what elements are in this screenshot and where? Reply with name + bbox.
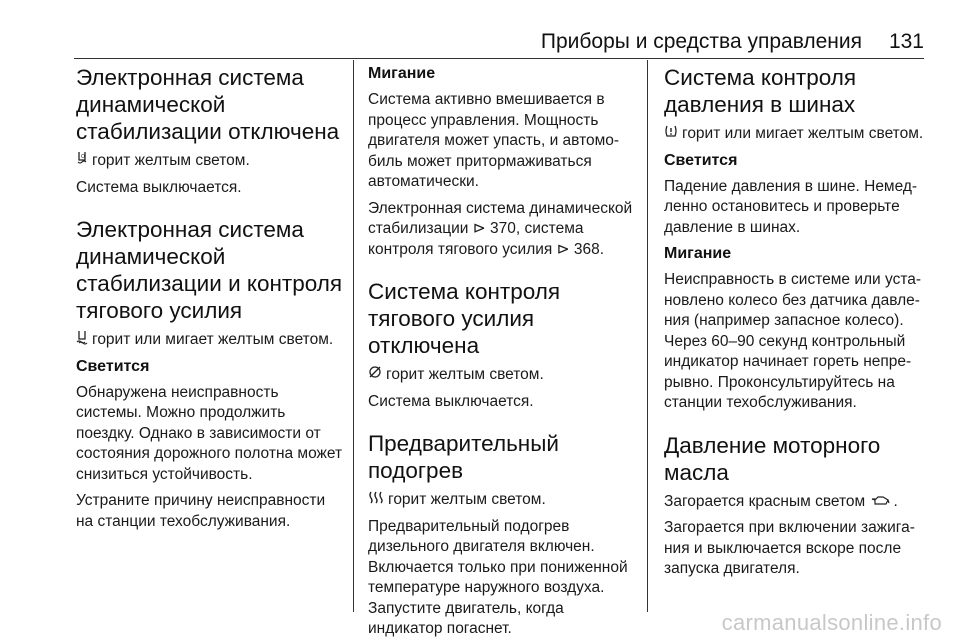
indicator-text: горит желтым светом. [92, 152, 250, 169]
subheading-lit: Светится [76, 357, 150, 375]
section-title: Электронная система динамической стабилизации и контроля тягового усилия [76, 217, 343, 323]
oil-can-icon [870, 491, 890, 512]
paragraph [664, 123, 926, 145]
section-title: Давление моторного масла [664, 432, 881, 485]
paragraph-text: Загорается красным светом [664, 492, 866, 510]
header-title: Приборы и средства управления [540, 30, 862, 53]
subheading-blink: Мигание [664, 245, 732, 262]
section-title: Предварительный подогрев [368, 431, 559, 483]
paragraph: Падение давления в шине. Немедленно остановитесь и проверьте давление в шинах. [664, 177, 918, 236]
paragraph: Система выключается. [368, 392, 534, 410]
indicator-text: горит желтым светом. [386, 366, 544, 383]
page-header [0, 0, 960, 56]
tire-pressure-icon [664, 123, 678, 144]
paragraph [76, 150, 346, 172]
column-divider [353, 60, 354, 612]
glow-plug-icon [368, 489, 384, 510]
subheading-blink: Мигание [368, 65, 436, 82]
paragraph: Предварительный подогрев дизельного двигателя включен. Включается только при пониженной температуре наружного воздуха. Запустите двигатель, когда индикатор погаснет. [368, 517, 628, 637]
indicator-text: горит или мигает желтым светом. [92, 331, 334, 348]
column-1 [76, 64, 346, 612]
paragraph: Система выключается. [76, 178, 242, 196]
tc-off-icon [368, 364, 382, 385]
paragraph: Обнаружена неисправность системы. Можно продолжить поездку. Однако в зависимости от состояния дорожного полотна может снизиться устойчивость. [76, 383, 343, 483]
section-title: Система контроля давления в шинах [664, 65, 857, 117]
subheading-lit: Светится [664, 151, 738, 169]
paragraph: Устраните причину неисправности на станции техобслуживания. [76, 492, 326, 530]
indicator-text: горит желтым светом. [388, 491, 546, 508]
svg-text:O: O [81, 154, 85, 160]
paragraph-text: . [893, 492, 898, 510]
column-2 [368, 64, 636, 637]
paragraph: Электронная система динамической стабилизации ⊳ 370, система контроля тягового усилия ⊳ 368. [368, 199, 633, 258]
indicator-text: горит или мигает желтым светом. [682, 125, 924, 142]
section-title: Система контроля тягового усилия отключена [368, 279, 561, 358]
page-number: 131 [888, 30, 924, 53]
column-3 [664, 64, 926, 612]
paragraph: Система активно вмешивается в процесс управления. Мощность двигателя может упасть, и автомобиль может притормаживаться автоматически. [368, 91, 620, 190]
column-divider [647, 60, 648, 612]
paragraph: Загорается при включении зажигания и выключается вскоре после запуска двигателя. [664, 519, 915, 577]
watermark: carmanualsonline.info [721, 610, 942, 635]
paragraph [76, 329, 346, 351]
esc-off-icon [76, 150, 88, 171]
paragraph [664, 491, 926, 513]
paragraph [368, 364, 636, 386]
header-rule [74, 58, 924, 59]
section-title: Электронная система динамической стабилизации отключена [76, 65, 340, 144]
paragraph: Неисправность в системе или установлено колесо без датчика давления (например запасное колесо). Через 60–90 секунд контрольный индикатор начинает гореть непрерывно. Проконсультируйтесь на станции техобслуживания. [664, 271, 922, 411]
esc-icon [76, 329, 88, 350]
paragraph [368, 489, 636, 511]
